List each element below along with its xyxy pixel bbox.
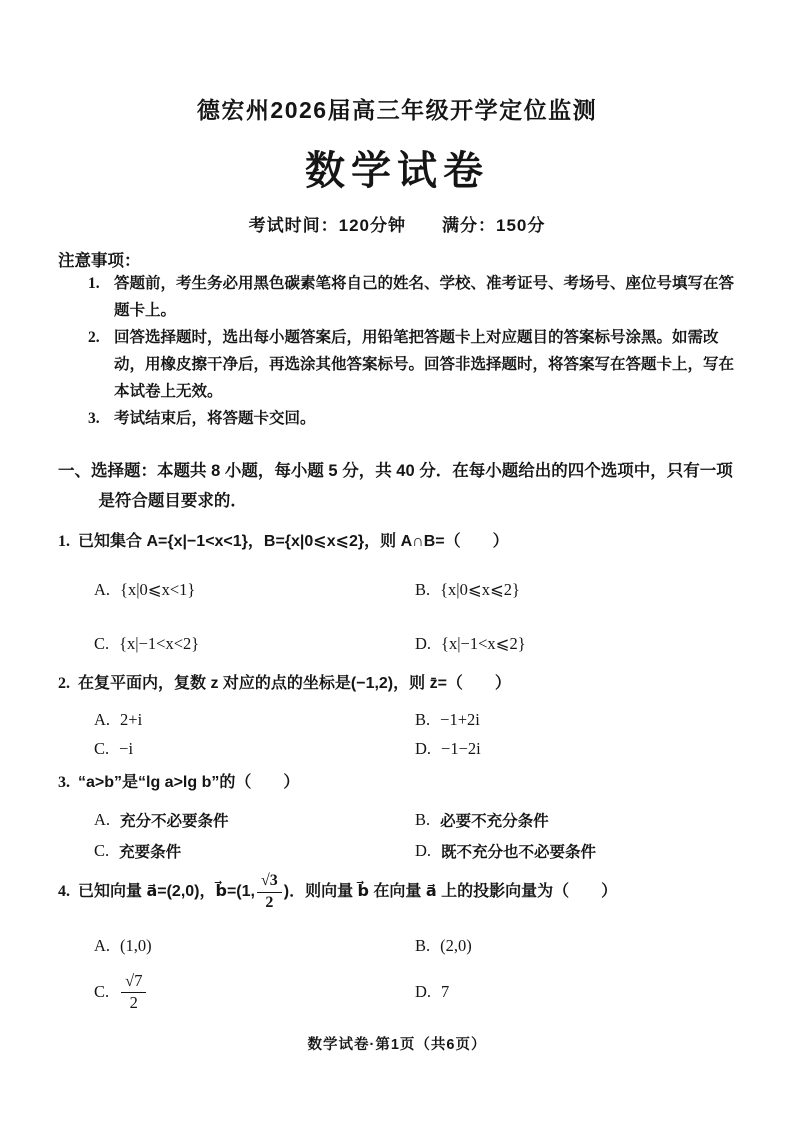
question-number: 3. bbox=[58, 774, 70, 792]
notice-item-number: 3. bbox=[88, 409, 100, 427]
question-stem-text: 已知集合 A={x|−1<x<1}，B={x|0⩽x⩽2}，则 A∩B=（ ） bbox=[78, 533, 509, 551]
question-block-3 bbox=[58, 771, 736, 862]
exam-info: 考试时间：120分钟 满分：150分 bbox=[248, 216, 546, 235]
fraction-numerator: √7 bbox=[121, 972, 146, 993]
fraction-numerator: √3 bbox=[257, 872, 282, 892]
question-stem-text: “a>b”是“lg a>lg b”的（ ） bbox=[78, 774, 300, 792]
option-label: A. bbox=[94, 810, 111, 830]
options-grid bbox=[58, 912, 736, 1013]
notice-item-text: 答题前，考生务必用黑色碳素笔将自己的姓名、学校、准考证号、考场号、座位号填写在答题卡上。 bbox=[114, 275, 735, 319]
question-stem-text bbox=[78, 872, 617, 912]
subject-title: 数学试卷 bbox=[305, 149, 489, 193]
option-text: {x|−1<x<2} bbox=[119, 634, 200, 654]
option-label: B. bbox=[415, 935, 431, 955]
option-text: 既不充分也不必要条件 bbox=[441, 844, 597, 862]
option-1c bbox=[94, 634, 415, 654]
option-label: C. bbox=[94, 634, 110, 654]
question-stem-segment: )．则向量 b⃗ 在向量 a⃗ 上的投影向量为（ ） bbox=[283, 883, 618, 901]
option-text bbox=[119, 972, 148, 1013]
question-stem bbox=[58, 672, 736, 696]
option-label: A. bbox=[94, 935, 111, 955]
option-label: B. bbox=[415, 810, 431, 830]
options-grid bbox=[58, 554, 736, 654]
option-4b bbox=[415, 936, 736, 956]
option-text: {x|0⩽x<1} bbox=[120, 580, 196, 600]
option-2b bbox=[415, 710, 736, 730]
question-block-4 bbox=[58, 872, 736, 1013]
notice-item bbox=[58, 325, 736, 406]
option-label: D. bbox=[415, 739, 432, 759]
option-text: −i bbox=[119, 739, 134, 759]
notice-item-text: 考试结束后，将答题卡交回。 bbox=[114, 409, 316, 427]
fraction-denominator: 2 bbox=[129, 992, 138, 1012]
option-text: 充分不必要条件 bbox=[120, 813, 229, 831]
notice-heading: 注意事项： bbox=[58, 252, 141, 270]
option-3a bbox=[94, 809, 415, 831]
option-2a bbox=[94, 710, 415, 730]
option-label: C. bbox=[94, 841, 110, 861]
question-number: 2. bbox=[58, 675, 70, 693]
option-text: −1+2i bbox=[440, 710, 480, 730]
option-1b bbox=[415, 580, 736, 600]
option-text: 7 bbox=[441, 982, 450, 1002]
question-stem bbox=[58, 771, 736, 795]
fraction bbox=[121, 972, 146, 1013]
option-text: 充要条件 bbox=[119, 844, 182, 862]
options-grid bbox=[58, 696, 736, 759]
option-4d bbox=[415, 982, 736, 1002]
option-text: (1,0) bbox=[120, 935, 152, 955]
question-stem-text: 在复平面内，复数 z 对应的点的坐标是(−1,2)，则 z̄=（ ） bbox=[78, 675, 511, 693]
question-block-2 bbox=[58, 672, 736, 759]
notice-item-number: 1. bbox=[88, 275, 100, 292]
option-label: D. bbox=[415, 982, 432, 1002]
notice-item bbox=[58, 406, 736, 433]
option-label: A. bbox=[94, 580, 111, 600]
option-text: 2+i bbox=[120, 710, 143, 730]
section-heading: 一、选择题：本题共 8 小题，每小题 5 分，共 40 分．在每小题给出的四个选项中，只有一项是符合题目要求的． bbox=[58, 461, 733, 510]
page-footer: 数学试卷·第1页（共6页） bbox=[307, 1037, 487, 1053]
options-grid bbox=[58, 795, 736, 862]
option-label: D. bbox=[415, 841, 432, 861]
option-text: −1−2i bbox=[441, 739, 481, 759]
option-3c bbox=[94, 840, 415, 862]
option-4c bbox=[94, 972, 415, 1013]
question-stem bbox=[58, 872, 736, 912]
notice-item bbox=[58, 271, 736, 325]
question-number: 1. bbox=[58, 533, 70, 551]
option-label: D. bbox=[415, 634, 432, 654]
notice-item-text: 回答选择题时，选出每小题答案后，用铅笔把答题卡上对应题目的答案标号涂黑。如需改动，用橡皮擦干净后，再选涂其他答案标号。回答非选择题时，将答案写在答题卡上，写在本试卷上无效。 bbox=[114, 328, 735, 400]
option-label: C. bbox=[94, 982, 110, 1002]
option-label: C. bbox=[94, 739, 110, 759]
option-2c bbox=[94, 739, 415, 759]
option-text: (2,0) bbox=[440, 935, 472, 955]
option-text: {x|−1<x⩽2} bbox=[441, 634, 526, 654]
option-4a bbox=[94, 936, 415, 956]
question-block-1 bbox=[58, 530, 736, 654]
option-label: B. bbox=[415, 710, 431, 730]
option-text: 必要不充分条件 bbox=[440, 813, 549, 831]
question-stem bbox=[58, 530, 736, 554]
fraction bbox=[257, 872, 282, 912]
question-number: 4. bbox=[58, 883, 70, 901]
question-stem-segment: 已知向量 a⃗=(2,0)，b⃗=(1, bbox=[78, 883, 255, 901]
option-1a bbox=[94, 580, 415, 600]
option-3d bbox=[415, 840, 736, 862]
fraction-denominator: 2 bbox=[265, 893, 274, 911]
page-title: 德宏州2026届高三年级开学定位监测 bbox=[196, 97, 598, 123]
option-text: {x|0⩽x⩽2} bbox=[440, 580, 520, 600]
option-label: B. bbox=[415, 580, 431, 600]
option-2d bbox=[415, 739, 736, 759]
option-label: A. bbox=[94, 710, 111, 730]
notice-item-number: 2. bbox=[88, 328, 100, 346]
option-3b bbox=[415, 809, 736, 831]
option-1d bbox=[415, 634, 736, 654]
